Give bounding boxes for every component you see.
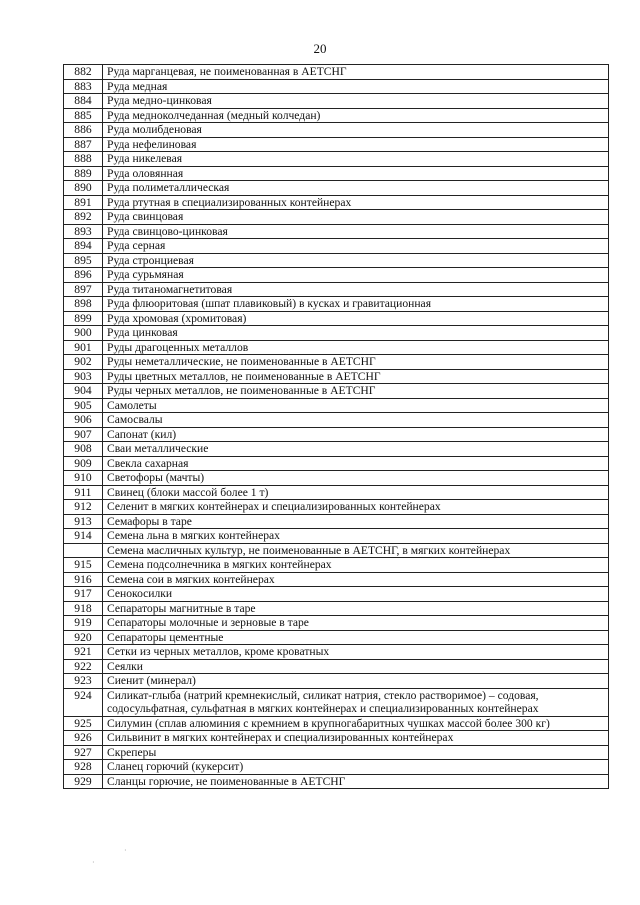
row-number: 908 <box>64 442 103 457</box>
table-row <box>64 181 609 196</box>
row-number: 905 <box>64 398 103 413</box>
row-number: 887 <box>64 137 103 152</box>
table-row <box>64 774 609 789</box>
row-number: 909 <box>64 456 103 471</box>
row-description: Сепараторы молочные и зерновые в таре <box>103 616 609 631</box>
table-row <box>64 659 609 674</box>
table-row <box>64 645 609 660</box>
table-row <box>64 471 609 486</box>
table-row <box>64 398 609 413</box>
row-description: Селенит в мягких контейнерах и специализированных контейнерах <box>103 500 609 515</box>
row-number: 910 <box>64 471 103 486</box>
row-description: Руда сурьмяная <box>103 268 609 283</box>
row-number: 919 <box>64 616 103 631</box>
row-number: 901 <box>64 340 103 355</box>
row-description: Руда свинцово-цинковая <box>103 224 609 239</box>
row-description: Руда флюоритовая (шпат плавиковый) в кусках и гравитационная <box>103 297 609 312</box>
row-number: 911 <box>64 485 103 500</box>
row-description: Руда полиметаллическая <box>103 181 609 196</box>
table-body <box>64 65 609 789</box>
row-description: Свинец (блоки массой более 1 т) <box>103 485 609 500</box>
row-number: 906 <box>64 413 103 428</box>
table-row <box>64 65 609 80</box>
table-row <box>64 239 609 254</box>
table-row <box>64 485 609 500</box>
table-row <box>64 268 609 283</box>
row-number: 925 <box>64 716 103 731</box>
row-number: 912 <box>64 500 103 515</box>
row-number: 921 <box>64 645 103 660</box>
table-row <box>64 616 609 631</box>
row-number: 904 <box>64 384 103 399</box>
row-description: Руда молибденовая <box>103 123 609 138</box>
table-row <box>64 297 609 312</box>
row-description: Руда никелевая <box>103 152 609 167</box>
table-row <box>64 79 609 94</box>
table-row <box>64 427 609 442</box>
row-description: Руды черных металлов, не поименованные в АЕТСНГ <box>103 384 609 399</box>
row-description: Руды драгоценных металлов <box>103 340 609 355</box>
table-row <box>64 369 609 384</box>
row-description: Сапонат (кил) <box>103 427 609 442</box>
row-description: Сильвинит в мягких контейнерах и специализированных контейнерах <box>103 731 609 746</box>
row-number: 902 <box>64 355 103 370</box>
row-description: Руда хромовая (хромитовая) <box>103 311 609 326</box>
row-number: 890 <box>64 181 103 196</box>
row-description: Сеялки <box>103 659 609 674</box>
scan-mark: · <box>124 846 127 855</box>
table-row <box>64 572 609 587</box>
row-description: Сваи металлические <box>103 442 609 457</box>
row-description: Руда титаномагнетитовая <box>103 282 609 297</box>
row-number: 886 <box>64 123 103 138</box>
row-description: Самосвалы <box>103 413 609 428</box>
table-row <box>64 716 609 731</box>
table-row <box>64 456 609 471</box>
row-description: Семена подсолнечника в мягких контейнерах <box>103 558 609 573</box>
table-row <box>64 384 609 399</box>
row-description: Руда медно-цинковая <box>103 94 609 109</box>
row-number: 889 <box>64 166 103 181</box>
row-number: 892 <box>64 210 103 225</box>
row-description: Самолеты <box>103 398 609 413</box>
row-number: 885 <box>64 108 103 123</box>
row-number: 903 <box>64 369 103 384</box>
row-number: 891 <box>64 195 103 210</box>
row-number: 883 <box>64 79 103 94</box>
table-row <box>64 224 609 239</box>
table-row <box>64 529 609 544</box>
row-number: 898 <box>64 297 103 312</box>
row-description: Руда ртутная в специализированных контейнерах <box>103 195 609 210</box>
table-row <box>64 674 609 689</box>
row-number: 922 <box>64 659 103 674</box>
row-number: 914 <box>64 529 103 544</box>
row-number: 895 <box>64 253 103 268</box>
table-row <box>64 137 609 152</box>
row-number: 888 <box>64 152 103 167</box>
row-number: 884 <box>64 94 103 109</box>
table-row <box>64 340 609 355</box>
table-row <box>64 166 609 181</box>
row-description: Сетки из черных металлов, кроме кроватных <box>103 645 609 660</box>
row-description: Семена сои в мягких контейнерах <box>103 572 609 587</box>
table-row <box>64 587 609 602</box>
row-description: Руда медноколчеданная (медный колчедан) <box>103 108 609 123</box>
row-description: Руда серная <box>103 239 609 254</box>
row-number: 923 <box>64 674 103 689</box>
row-description: Руды неметаллические, не поименованные в АЕТСНГ <box>103 355 609 370</box>
row-number: 929 <box>64 774 103 789</box>
row-number: 894 <box>64 239 103 254</box>
row-description: Силумин (сплав алюминия с кремнием в крупногабаритных чушках массой более 300 кг) <box>103 716 609 731</box>
scan-mark: · <box>92 858 95 867</box>
row-description: Руда оловянная <box>103 166 609 181</box>
row-description: Руда стронциевая <box>103 253 609 268</box>
row-number: 926 <box>64 731 103 746</box>
row-number: 913 <box>64 514 103 529</box>
row-number: 882 <box>64 65 103 80</box>
table-row <box>64 760 609 775</box>
table-row <box>64 630 609 645</box>
row-description: Руда марганцевая, не поименованная в АЕТСНГ <box>103 65 609 80</box>
table-row <box>64 326 609 341</box>
table-row <box>64 195 609 210</box>
row-description: Руда цинковая <box>103 326 609 341</box>
row-number: 920 <box>64 630 103 645</box>
commodity-table <box>63 64 609 789</box>
row-number: 927 <box>64 745 103 760</box>
row-description: Сепараторы цементные <box>103 630 609 645</box>
table-row <box>64 745 609 760</box>
row-description: Сепараторы магнитные в таре <box>103 601 609 616</box>
row-description: Сланец горючий (кукерсит) <box>103 760 609 775</box>
row-number: 916 <box>64 572 103 587</box>
row-description: Руда медная <box>103 79 609 94</box>
table-row <box>64 152 609 167</box>
row-number: 899 <box>64 311 103 326</box>
table-row <box>64 543 609 558</box>
table-row <box>64 500 609 515</box>
table-row <box>64 688 609 716</box>
row-description: Руды цветных металлов, не поименованные в АЕТСНГ <box>103 369 609 384</box>
row-number: 897 <box>64 282 103 297</box>
row-number: 900 <box>64 326 103 341</box>
row-description: Сенокосилки <box>103 587 609 602</box>
table-row <box>64 108 609 123</box>
table-row <box>64 123 609 138</box>
row-description: Сиенит (минерал) <box>103 674 609 689</box>
row-number: 918 <box>64 601 103 616</box>
row-description: Семафоры в таре <box>103 514 609 529</box>
table-row <box>64 731 609 746</box>
table-row <box>64 413 609 428</box>
row-description: Свекла сахарная <box>103 456 609 471</box>
row-description: Светофоры (мачты) <box>103 471 609 486</box>
table-row <box>64 558 609 573</box>
row-number: 893 <box>64 224 103 239</box>
table-row <box>64 210 609 225</box>
row-description: Скреперы <box>103 745 609 760</box>
row-number: 915 <box>64 558 103 573</box>
row-description: Руда нефелиновая <box>103 137 609 152</box>
table-row <box>64 442 609 457</box>
row-description: Семена масличных культур, не поименованные в АЕТСНГ, в мягких контейнерах <box>103 543 609 558</box>
table-row <box>64 94 609 109</box>
table-row <box>64 355 609 370</box>
row-description: Сланцы горючие, не поименованные в АЕТСНГ <box>103 774 609 789</box>
row-number: 924 <box>64 688 103 716</box>
table-row <box>64 282 609 297</box>
row-description: Силикат-глыба (натрий кремнекислый, силикат натрия, стекло растворимое) – содовая, содосульфатная, сульфатная в мягких контейнерах и специализированных контейнерах <box>103 688 609 716</box>
row-description: Семена льна в мягких контейнерах <box>103 529 609 544</box>
table-row <box>64 253 609 268</box>
row-description: Руда свинцовая <box>103 210 609 225</box>
table-row <box>64 311 609 326</box>
row-number: 896 <box>64 268 103 283</box>
page-number: 20 <box>313 41 327 56</box>
table-row <box>64 514 609 529</box>
row-number: 907 <box>64 427 103 442</box>
row-number <box>64 543 103 558</box>
table-row <box>64 601 609 616</box>
row-number: 917 <box>64 587 103 602</box>
row-number: 928 <box>64 760 103 775</box>
